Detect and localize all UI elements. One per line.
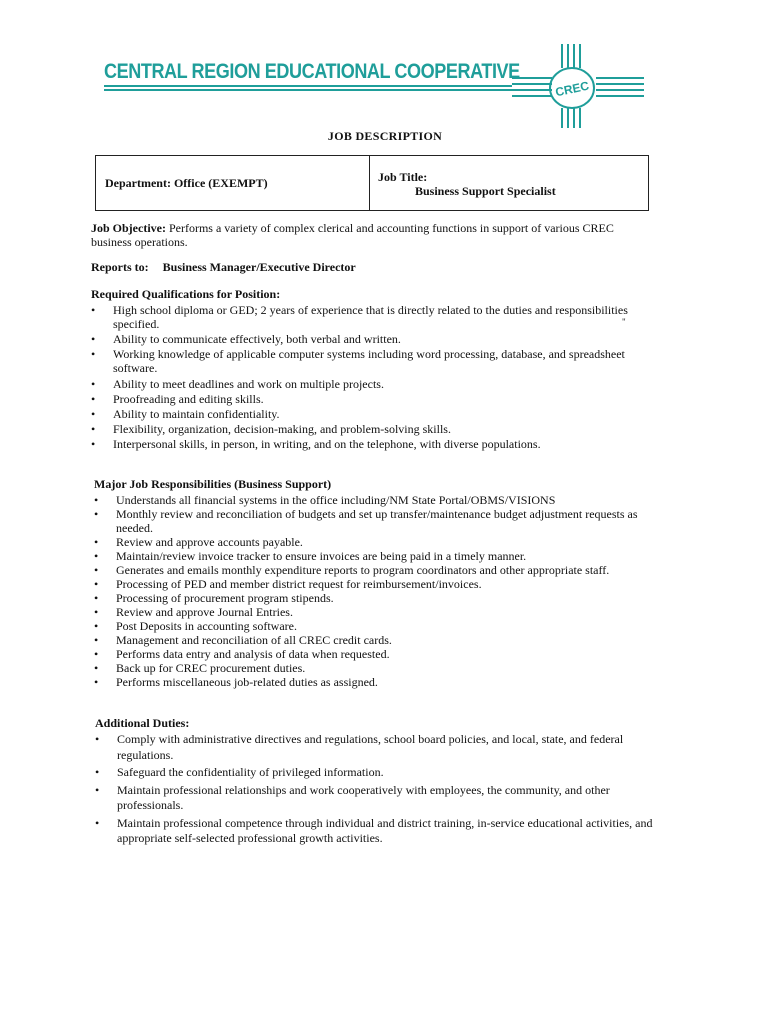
bullet-icon: •: [94, 647, 99, 661]
bullet-icon: •: [94, 661, 99, 675]
list-item: • High school diploma or GED; 2 years of experience that is directly related to the duties and responsibilities specified.: [91, 303, 628, 331]
list-item: • Understands all financial systems in the office including/NM State Portal/OBMS/VISIONS: [94, 493, 556, 507]
reports-to-label: Reports to:: [91, 260, 149, 274]
list-item: • Processing of PED and member district request for reimbursement/invoices.: [94, 577, 482, 591]
bullet-icon: •: [94, 605, 99, 619]
reports-to: [91, 260, 356, 274]
bullet-icon: •: [94, 549, 99, 563]
additional-duties-section: [95, 716, 665, 849]
bullet-icon: •: [95, 782, 100, 797]
list-item: • Safeguard the confidentiality of privileged information.: [95, 765, 384, 779]
table-divider: [95, 156, 96, 210]
list-item: • Ability to communicate effectively, both verbal and written.: [91, 332, 401, 347]
list-item: • Comply with administrative directives and regulations, school board policies, and local, state, and federal regulations.: [95, 732, 624, 762]
list-item: • Ability to maintain confidentiality.: [91, 406, 280, 421]
list-item: • Performs miscellaneous job-related duties as assigned.: [94, 675, 378, 689]
bullet-icon: •: [91, 437, 96, 452]
job-title-label: Job Title:: [378, 170, 428, 184]
bullet-icon: •: [94, 633, 99, 647]
list-item: • Generates and emails monthly expenditure reports to program coordinators and other appropriate staff.: [94, 563, 610, 577]
bullet-icon: •: [94, 507, 99, 521]
table-divider: [369, 156, 370, 210]
document-title: JOB DESCRIPTION: [327, 129, 443, 143]
bullet-icon: •: [94, 493, 99, 507]
qualifications-section: [91, 287, 651, 453]
bullet-icon: •: [91, 303, 96, 317]
org-name: CENTRAL REGION EDUCATIONAL COOPERATIVE: [104, 60, 520, 83]
list-item: • Post Deposits in accounting software.: [94, 619, 297, 633]
reports-to-value: Business Manager/Executive Director: [162, 260, 356, 274]
bullet-icon: •: [91, 422, 96, 437]
stray-mark: ": [622, 317, 626, 327]
bullet-icon: •: [95, 765, 100, 779]
list-item: • Maintain professional relationships and work cooperatively with employees, the community, and other professionals.: [95, 782, 610, 812]
list-item: • Back up for CREC procurement duties.: [94, 661, 306, 675]
list-item: • Maintain/review invoice tracker to ensure invoices are being paid in a timely manner.: [94, 549, 527, 563]
org-header: [100, 40, 660, 130]
info-table: [95, 155, 649, 211]
bullet-icon: •: [95, 732, 100, 746]
bullet-icon: •: [95, 815, 100, 830]
additional-duties-title: Additional Duties:: [95, 716, 190, 730]
job-objective: [91, 221, 651, 249]
bullet-icon: •: [91, 391, 96, 406]
bullet-icon: •: [94, 675, 99, 689]
logo-text: CREC: [554, 78, 591, 100]
bullet-icon: •: [94, 563, 99, 577]
additional-duties-list: [95, 732, 665, 847]
bullet-icon: •: [94, 591, 99, 605]
department-field: Department: Office (EXEMPT): [105, 176, 268, 190]
bullet-icon: •: [94, 577, 99, 591]
qualifications-list: [91, 303, 651, 451]
qualifications-title: Required Qualifications for Position:: [91, 287, 281, 301]
responsibilities-section: [94, 477, 654, 689]
list-item: • Ability to meet deadlines and work on multiple projects.: [91, 376, 384, 391]
list-item: • Flexibility, organization, decision-making, and problem-solving skills.: [91, 422, 451, 437]
list-item: • Monthly review and reconciliation of budgets and set up transfer/maintenance budget adjustment requests as needed.: [94, 507, 638, 535]
list-item: • Interpersonal skills, in person, in writing, and on the telephone, with diverse populations.: [91, 437, 541, 452]
job-title-value: Business Support Specialist: [415, 184, 556, 198]
objective-label: Job Objective:: [91, 221, 166, 235]
objective-text: Performs a variety of complex clerical and accounting functions in support of various CREC business operations.: [91, 221, 614, 249]
list-item: • Proofreading and editing skills.: [91, 391, 264, 406]
responsibilities-title: Major Job Responsibilities (Business Support): [94, 477, 332, 491]
bullet-icon: •: [91, 376, 96, 391]
list-item: • Review and approve accounts payable.: [94, 535, 303, 549]
list-item: • Processing of procurement program stipends.: [94, 591, 334, 605]
bullet-icon: •: [91, 332, 96, 347]
crec-zia-logo-icon: [100, 40, 660, 130]
list-item: • Working knowledge of applicable computer systems including word processing, database, and spreadsheet software.: [91, 347, 625, 376]
bullet-icon: •: [94, 619, 99, 633]
responsibilities-list: [94, 493, 654, 689]
list-item: • Review and approve Journal Entries.: [94, 605, 293, 619]
bullet-icon: •: [91, 406, 96, 421]
list-item: • Performs data entry and analysis of data when requested.: [94, 647, 390, 661]
table-divider: [648, 156, 649, 210]
list-item: • Maintain professional competence through individual and district training, in-service educational activities, and appropriate self-selected professional growth activities.: [95, 815, 653, 845]
list-item: • Management and reconciliation of all CREC credit cards.: [94, 633, 392, 647]
bullet-icon: •: [94, 535, 99, 549]
bullet-icon: •: [91, 347, 96, 362]
